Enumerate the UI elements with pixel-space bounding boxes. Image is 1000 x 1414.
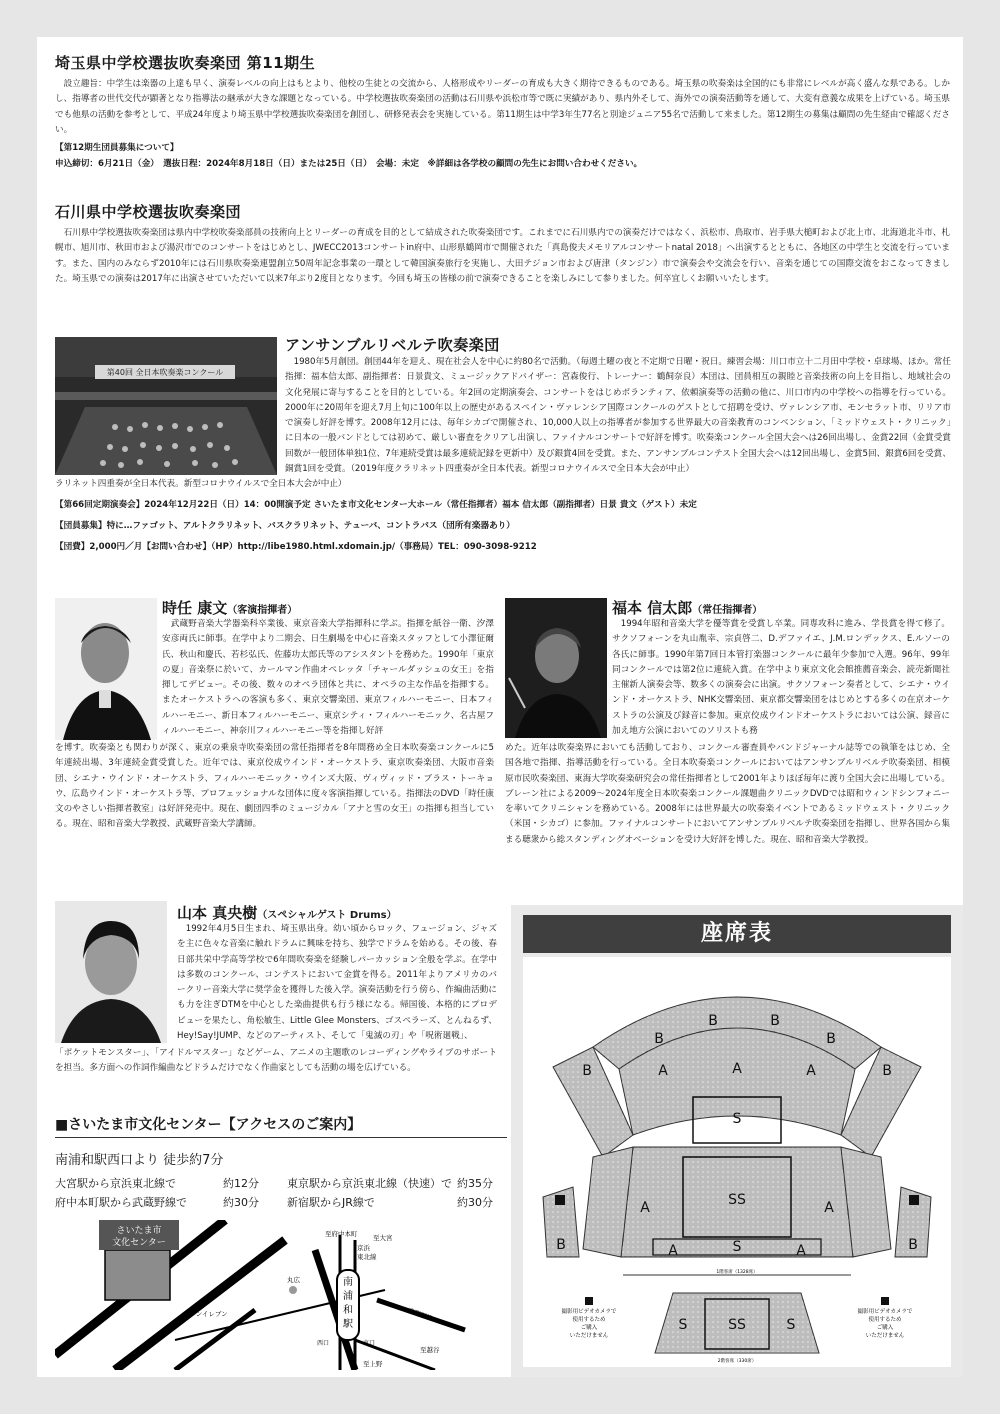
zone-a-front-left: A bbox=[668, 1243, 678, 1259]
access-map bbox=[55, 1220, 495, 1370]
zone-a-top-right: A bbox=[806, 1063, 816, 1079]
photo-banner-text: 第40回 全日本吹奏楽コンクール bbox=[106, 368, 224, 377]
zone-a-front-right: A bbox=[796, 1243, 806, 1259]
yamamoto-role: （スペシャルゲスト Drums） bbox=[257, 910, 397, 921]
map-east-exit: 東口 bbox=[363, 1340, 376, 1347]
zone-b-box-left: B bbox=[556, 1237, 566, 1253]
route-1-from: 大宮駅から京浜東北線で bbox=[55, 1177, 176, 1190]
camera-note-left-3: ご購入 bbox=[580, 1325, 598, 1331]
zone-b-top-1: B bbox=[708, 1013, 718, 1029]
zone-a-main-right: A bbox=[824, 1200, 834, 1216]
access-route-1 bbox=[55, 1174, 275, 1193]
route-2-from: 府中本町駅から武蔵野線で bbox=[55, 1196, 187, 1209]
camera-note-left-2: 使用するため bbox=[572, 1317, 606, 1323]
access-route-2 bbox=[55, 1193, 275, 1212]
ishikawa-title: 石川県中学校選抜吹奏楽団 bbox=[55, 203, 242, 221]
route-2-time: 約30分 bbox=[223, 1196, 259, 1209]
liberte-concert-info: 【第66回定期演奏会】2024年12月22日（日）14：00開演予定 さいたま市文化センター大ホール（常任指揮者）福本 信太郎（副指揮者）日景 貴文（ゲスト）未定 bbox=[55, 500, 697, 510]
saitama-recruit-heading: 【第12期生団員募集について】 bbox=[55, 143, 179, 153]
zone-b-top-3: B bbox=[654, 1031, 664, 1047]
map-to-fuchu: 至府中本町 bbox=[325, 1230, 358, 1238]
saitama-recruit-detail: 申込締切：6月21日（金） 選抜日程：2024年8月18日（日）または25日（日） 会場：未定 ※詳細は各学校の顧問の先生にお問い合わせください。 bbox=[55, 159, 643, 169]
yamamoto-heading bbox=[177, 902, 397, 923]
route-3-time: 約35分 bbox=[457, 1177, 493, 1190]
camera-note-right-1: 撮影用ビデオカメラで bbox=[857, 1309, 913, 1315]
map-west-exit: 西口 bbox=[317, 1340, 330, 1347]
seating-chart bbox=[523, 957, 951, 1367]
liberte-fee-contact: 【団費】2,000円／月【お問い合わせ】（HP）http://libe1980.html.xdomain.jp/（事務局）TEL：090-3098-9212 bbox=[55, 542, 537, 552]
route-3-from: 東京駅から京浜東北線（快速）で bbox=[287, 1177, 452, 1190]
zone-b-right: B bbox=[882, 1063, 892, 1079]
station-char-4: 駅 bbox=[343, 1319, 353, 1330]
fukumoto-role: （常任指揮者） bbox=[692, 605, 763, 616]
venue-label-2: 文化センター bbox=[112, 1238, 166, 1248]
tokito-body-bottom: を博す。吹奏楽とも関わりが深く、東京の乗泉寺吹奏楽団の常任指揮者を8年間務め全日本吹奏楽コンクールに5年連続出場、3年連続金賞受賞した。近年では、東京佼成ウインド・オーケストラ、東京吹奏楽団、大阪市音楽団、シエナ・ウインド・オーケストラ、フィルハーモニック・ウインズ大阪、ヴィヴィッド・ブラス・トーキョウ、広島ウインド・オーケストラ等、プロフェッショナルな団体に度々客演指揮している。指揮法のDVD「時任康文のやさしい指揮者教室」は好評発売中。現在、劇団四季のミュージカル「アナと雪の女王」の指揮も担当している。現在、昭和音楽大学教授、武蔵野音楽大学講師。 bbox=[55, 743, 494, 830]
zone-b-left: B bbox=[582, 1063, 592, 1079]
fukumoto-heading bbox=[612, 597, 762, 618]
tokito-role: （客演指揮者） bbox=[227, 605, 298, 616]
camera-note-right-4: いただけません bbox=[865, 1333, 905, 1339]
map-to-koshigaya: 至越谷 bbox=[420, 1346, 440, 1354]
saitama-title: 埼玉県中学校選抜吹奏楽団 第11期生 bbox=[55, 54, 316, 72]
camera-note-left-1: 撮影用ビデオカメラで bbox=[561, 1309, 617, 1315]
flyer-back-page bbox=[37, 37, 963, 1377]
zone-ss-2f: SS bbox=[728, 1317, 746, 1333]
station-char-1: 南 bbox=[343, 1277, 353, 1288]
venue-label-1: さいたま市 bbox=[116, 1226, 162, 1236]
access-divider bbox=[55, 1137, 507, 1138]
zone-b-top-2: B bbox=[770, 1013, 780, 1029]
fukumoto-name: 福本 信太郎 bbox=[612, 599, 693, 617]
zone-b-top-4: B bbox=[826, 1031, 836, 1047]
station-char-3: 和 bbox=[343, 1305, 353, 1316]
map-keihin-2: 東北線 bbox=[357, 1253, 377, 1261]
fukumoto-body-top: 1994年昭和音楽大学を優等賞を受賞し卒業。同専攻科に進み、学長賞を得て修了。サクソフォーンを丸山胤幸、宗貞啓二、D.デファイエ、J.M.ロンデックス、E.ルソーの各氏に師事。1990年第7回日本管打楽器コンクールに最年少参加で入選。96年、99年同コンクールでは第2位に連続入賞。在学中より東京文化会館推薦音楽会、読売新聞社主催新人演奏会等、数多くの演奏会に出演。サクソフォーン奏者として、シエナ・ウインド・オーケストラ、NHK交響楽団、東京都交響楽団をはじめとする多くの在京オーケストラの公演及び録音に参加。東京佼成ウインドオーケストラにおいては公演、録音に加え地方公演においてのソリストも務 bbox=[612, 619, 950, 737]
yamamoto-photo bbox=[55, 901, 167, 1043]
floor2-label: 2階客席（330席） bbox=[717, 1359, 757, 1364]
zone-a-main-left: A bbox=[640, 1200, 650, 1216]
zone-a-top: A bbox=[732, 1061, 742, 1077]
venue-block bbox=[105, 1250, 170, 1300]
seating-title: 座席表 bbox=[700, 921, 773, 946]
map-musashino: 武蔵野線 bbox=[406, 1306, 434, 1323]
map-to-omiya: 至大宮 bbox=[373, 1234, 393, 1242]
access-title: ■さいたま市文化センター【アクセスのご案内】 bbox=[55, 1117, 362, 1133]
zone-s-2f-right: S bbox=[786, 1317, 796, 1333]
camera-note-left-4: いただけません bbox=[569, 1333, 609, 1339]
liberte-title: アンサンブルリベルテ吹奏楽団 bbox=[285, 336, 500, 354]
tokito-heading bbox=[162, 597, 297, 618]
liberte-body: 1980年5月創団。創団44年を迎え、現在社会人を中心に約80名で活動。（毎週土曜の夜と不定期で日曜・祝日。練習会場：川口市立十二月田中学校・卓球場、ほか。常任指揮：福本信太郎、副指揮者：日景貴文、ミュージックアドバイザー：宮森俊行、トレーナー：鶴飼奈良）本団は、団員相互の親睦と音楽技術の向上を目指し、地域社会の文化発展に寄与することを目的としている。年2回の定期演奏会、コンサートをはじめボランティア、依頼演奏等の活動の他に、川口市内の中学校への指導を行っている。2000年に20周年を迎え7月上旬に100年以上の歴史があるスペイン・ヴァレンシア国際コンクールのゲストとして招聘を受け、ヴァレンシア市、モンセラット市、リリア市で演奏し好評を博す。2008年12月には、毎年シカゴで開催され、10,000人以上の指導者が参加する世界最大の音楽教育のコンベンション、「ミッドウェスト・クリニック」に日本の一般バンドとしては初めて、厳しい審査をクリアし出演し、ファイナルコンサートで好評を博す。吹奏楽コンクール全国大会へは26回出場し、金賞22回（金賞受賞回数が一般団体単独1位、7年連続受賞は最多連続記録を更新中）及び銀賞4回を受賞。また、アンサンブルコンテスト全国大会へは12回出場し、金賞5回、銀賞6回を受賞、銅賞1回を受賞。（2019年度クラリネット四重奏が全日本代表。新型コロナウイルスで全日本大会が中止） bbox=[285, 357, 951, 475]
camera-right-upper-icon bbox=[909, 1195, 919, 1205]
ishikawa-body: 石川県中学校選抜吹奏楽団は県内中学校吹奏楽部員の技術向上とリーダーの育成を目的として結成された吹奏楽団です。これまでに石川県内での演奏だけではなく、浜松市、鳥取市、岩手県大槌町および北上市、北海道北斗市、札幌市、旭川市、秋田市および湯沢市でのコンサートをはじめとし、JWECC2013コンサートin府中、山形県鶴岡市で開催された「真島俊夫メモリアルコンサートnatal 2018」へ出演するとともに、各地区の中学生と交流を行っています。また、国内のみならず2010年には石川県吹奏楽連盟創立50周年記念事業の一環として韓国演奏旅行を実施し、大田テジョン市および唐津（タンジン）市で演奏会や交流会を行い、音楽を通じての国際交流をおこなってきました。埼玉県での演奏は2017年に出演させていただいて以来7年ぶり2度目となります。今回も埼玉の皆様の前で演奏できることを楽しみにして参りました。何卒宜しくお願いいたします。 bbox=[55, 228, 950, 284]
map-maruhiro: 丸広 bbox=[287, 1276, 300, 1284]
access-route-3 bbox=[287, 1174, 507, 1193]
camera-note-right-2: 使用するため bbox=[868, 1317, 902, 1323]
map-seven: セブンイレブン bbox=[183, 1310, 228, 1318]
zone-a-top-left: A bbox=[658, 1063, 668, 1079]
camera-left-upper-icon bbox=[555, 1195, 565, 1205]
floor1-label: 1階客席（1328席） bbox=[716, 1270, 758, 1275]
tokito-body-top: 武蔵野音楽大学器楽科卒業後、東京音楽大学指揮科に学ぶ。指揮を紙谷一衛、汐澤安彦両氏に師事。在学中より二期会、日生劇場を中心に音楽スタッフとして小澤征爾氏、秋山和慶氏、若杉弘氏、佐藤功太郎氏等のアシスタントを務めた。1990年「東京の夏」音楽祭に於いて、カールマン作曲オペレッタ「チャールダッシュの女王」を指揮してデビュー。その後、数々のオペラ団体と共に、オペラの主な作品を指揮する。またオーケストラへの客演も多く、東京交響楽団、東京フィルハーモニー、日本フィルハーモニー、新日本フィルハーモニー、東京シティ・フィルハーモニック、名古屋フィルハーモニー、神奈川フィルハーモニー等を指揮し好評 bbox=[162, 619, 494, 737]
yamamoto-body-top: 1992年4月5日生まれ、埼玉県出身。幼い頃からロック、フュージョン、ジャズを主に色々な音楽に触れドラムに興味を持ち、独学でドラムを始める。その後、春日部共栄中学高等学校で6年間吹奏楽を経験しパーカッション全般を学ぶ。在学中は多数のコンクール、コンテストにおいて金賞を得る。2011年よりアメリカのバークリー音楽大学に奨学金を獲得した後入学。演奏活動を行う傍ら、作編曲活動にも力を注ぎDTMを中心とした楽曲提供も行う様になる。帰国後、本格的にプロデビューを果たし、角松敏生、Little Glee Monsters、ゴスペラーズ、とんねるず、Hey!Say!JUMP、などのアーティスト、そして「鬼滅の刃」や「呪術廻戦」、 bbox=[177, 924, 497, 1042]
access-route-4 bbox=[287, 1193, 507, 1212]
liberte-body-tail: ラリネット四重奏が全日本代表。新型コロナウイルスで全日本大会が中止） bbox=[55, 479, 347, 489]
zone-b-box-right: B bbox=[908, 1237, 918, 1253]
maruhiro-marker bbox=[289, 1286, 297, 1294]
route-4-time: 約30分 bbox=[457, 1196, 493, 1209]
camera-note-right-3: ご購入 bbox=[876, 1325, 894, 1331]
liberte-recruit-info: 【団員募集】特に…ファゴット、アルトクラリネット、バスクラリネット、テューバ、コントラバス（団所有楽器あり） bbox=[55, 521, 515, 531]
map-keihin-1: 京浜 bbox=[357, 1244, 370, 1252]
camera-right-icon bbox=[881, 1297, 889, 1305]
zone-s-main-front: S bbox=[732, 1239, 742, 1255]
yamamoto-body-bottom: 「ポケットモンスター」、「アイドルマスター」などゲーム、アニメの主題歌のレコーディングやライブのサポートを担当。多方面への作詞作編曲などドラムだけでなく作曲家としても活動の場を広げている。 bbox=[55, 1048, 497, 1074]
access-subtitle: 南浦和駅西口より 徒歩約7分 bbox=[55, 1153, 224, 1168]
map-to-ueno: 至上野 bbox=[363, 1360, 383, 1368]
yamamoto-name: 山本 真央樹 bbox=[177, 904, 258, 922]
tokito-photo bbox=[55, 598, 157, 740]
route-4-from: 新宿駅からJR線で bbox=[287, 1196, 375, 1209]
route-1-time: 約12分 bbox=[223, 1177, 259, 1190]
liberte-concert-photo bbox=[55, 337, 277, 475]
fukumoto-body-bottom: めた。近年は吹奏楽界においても活動しており、コンクール審査員やバンドジャーナル誌等での執筆をはじめ、全国各地で指揮、指導活動を行っている。全日本吹奏楽コンクールにおいてはアンサンブルリベルテ吹奏楽団、相模原市民吹奏楽団、東海大学吹奏楽研究会の常任指揮者として2001年よりほぼ毎年に渡り全国大会に出場している。ブレーン社による2009～2024年度全日本吹奏楽コンクール課題曲クリニックDVDでは昭和ウィンドシンフォニーを率いてクリニシャンを務めている。2008年には世界最大の吹奏楽イベントであるミッドウェスト・クリニック（米国・シカゴ）に参加。ファイナルコンサートにおいてアンサンブルリベルテ吹奏楽団を指揮し、世界各国から集まる聴衆から総スタンディングオベーションを受け大好評を博した。現在、昭和音楽大学教授。 bbox=[505, 743, 950, 845]
camera-left-icon bbox=[585, 1297, 593, 1305]
tokito-name: 時任 康文 bbox=[162, 599, 228, 617]
zone-s-top: S bbox=[732, 1111, 742, 1127]
zone-ss-main: SS bbox=[728, 1192, 746, 1208]
station-char-2: 浦 bbox=[343, 1291, 353, 1302]
fukumoto-photo bbox=[505, 598, 607, 738]
saitama-body: 設立趣旨：中学生は楽器の上達も早く、演奏レベルの向上はもとより、他校の生徒との交流から、人格形成やリーダーの育成も大きく期待できるものである。埼玉県の吹奏楽は全国的にも非常にレベルが高く盛んな県である。しかし、指導者の世代交代が顕著となり指導法の継承が大きな課題となっている。中学校選抜吹奏楽団の活動は石川県や浜松市等で既に実績があり、県内外そして、海外での演奏活動等を通して、大変有意義な成果を上げている。埼玉県でも他県の活動を参考として、平成24年度より埼玉県中学校選抜吹奏楽団を創団し、研修発表会を実施している。第11期生は中学3年生77名と別途ジュニア55名で活動して来ました。第12期生の募集は顧問の先生経由で確認ください。 bbox=[55, 79, 950, 135]
zone-s-2f-left: S bbox=[678, 1317, 688, 1333]
